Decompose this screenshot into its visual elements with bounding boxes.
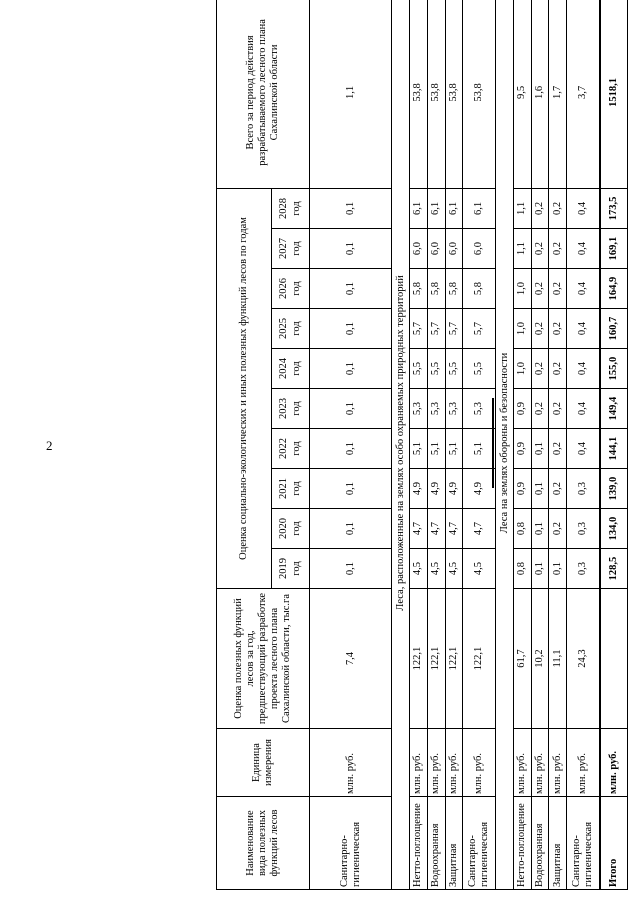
row-year-value: 4,5 xyxy=(463,549,496,589)
row-unit: млн. руб. xyxy=(549,729,567,797)
row-total-value: 3,7 xyxy=(567,0,600,188)
row-year-value: 0,8 xyxy=(513,549,531,589)
table-row xyxy=(310,0,392,890)
table-row xyxy=(513,0,531,890)
row-year-value: 0,1 xyxy=(531,469,549,509)
row-year-value: 5,3 xyxy=(463,389,496,429)
row-year-value: 6,1 xyxy=(445,188,463,228)
row-unit: млн. руб. xyxy=(445,729,463,797)
row-year-value: 5,7 xyxy=(463,309,496,349)
table-row xyxy=(463,0,496,890)
row-name: Итого xyxy=(600,797,628,890)
row-year-value: 0,1 xyxy=(310,429,392,469)
row-base-value: 7,4 xyxy=(310,589,392,729)
row-year-value: 0,2 xyxy=(531,188,549,228)
header-year: 2022 год xyxy=(272,429,310,469)
row-name: Санитарно-гигиеническая xyxy=(567,797,600,890)
row-base-value xyxy=(600,589,628,729)
header-total: Всего за период действия разрабатываемого лесного плана Сахалинской области xyxy=(217,0,310,188)
row-year-value: 6,0 xyxy=(445,229,463,269)
row-total-value: 53,8 xyxy=(463,0,496,188)
row-year-value: 5,8 xyxy=(427,269,445,309)
row-year-value: 1,1 xyxy=(513,188,531,228)
row-year-value: 5,3 xyxy=(410,389,428,429)
header-year: 2020 год xyxy=(272,509,310,549)
row-unit: млн. руб. xyxy=(567,729,600,797)
row-year-value: 0,3 xyxy=(567,549,600,589)
row-year-value: 0,1 xyxy=(310,349,392,389)
row-year-value: 0,4 xyxy=(567,229,600,269)
row-year-value: 0,2 xyxy=(549,509,567,549)
row-total-value: 53,8 xyxy=(427,0,445,188)
row-year-value: 5,1 xyxy=(463,429,496,469)
row-year-value: 1,0 xyxy=(513,349,531,389)
row-year-value: 4,5 xyxy=(445,549,463,589)
row-year-value: 169,1 xyxy=(600,229,628,269)
row-year-value: 4,9 xyxy=(427,469,445,509)
row-year-value: 134,0 xyxy=(600,509,628,549)
row-year-value: 5,8 xyxy=(410,269,428,309)
page-number: 2 xyxy=(46,438,53,453)
row-unit: млн. руб. xyxy=(427,729,445,797)
row-year-value: 0,1 xyxy=(310,188,392,228)
row-total-value: 53,8 xyxy=(410,0,428,188)
header-year: 2026 год xyxy=(272,269,310,309)
row-year-value: 144,1 xyxy=(600,429,628,469)
row-year-value: 4,5 xyxy=(427,549,445,589)
row-name: Санитарно-гигиеническая xyxy=(310,797,392,890)
row-year-value: 0,1 xyxy=(531,509,549,549)
row-unit: млн. руб. xyxy=(463,729,496,797)
row-year-value: 0,9 xyxy=(513,429,531,469)
header-assessment: Оценка полезных функций лесов за год, предшествующий разработке проекта лесного плана Сахалинской области, тыс.га xyxy=(217,589,310,729)
row-year-value: 6,1 xyxy=(427,188,445,228)
header-year: 2027 год xyxy=(272,229,310,269)
row-total-value: 9,5 xyxy=(513,0,531,188)
header-by-years: Оценка социально-экологических и иных полезных функций лесов по годам xyxy=(217,188,272,588)
row-total-value: 1,6 xyxy=(531,0,549,188)
row-year-value: 0,4 xyxy=(567,269,600,309)
row-year-value: 4,7 xyxy=(410,509,428,549)
row-year-value: 149,4 xyxy=(600,389,628,429)
row-base-value: 122,1 xyxy=(410,589,428,729)
row-total-value: 53,8 xyxy=(445,0,463,188)
table-row xyxy=(600,0,628,890)
row-year-value: 0,2 xyxy=(549,349,567,389)
row-year-value: 0,4 xyxy=(567,429,600,469)
row-year-value: 5,8 xyxy=(463,269,496,309)
table-row xyxy=(445,0,463,890)
row-year-value: 0,2 xyxy=(531,269,549,309)
row-year-value: 4,9 xyxy=(410,469,428,509)
row-year-value: 4,9 xyxy=(463,469,496,509)
row-year-value: 5,7 xyxy=(410,309,428,349)
row-unit: млн. руб. xyxy=(410,729,428,797)
header-year: 2024 год xyxy=(272,349,310,389)
row-year-value: 4,9 xyxy=(445,469,463,509)
row-year-value: 0,2 xyxy=(549,389,567,429)
row-unit: млн. руб. xyxy=(310,729,392,797)
header-year: 2028 год xyxy=(272,188,310,228)
row-unit: млн. руб. xyxy=(600,729,628,797)
row-base-value: 24,3 xyxy=(567,589,600,729)
row-year-value: 0,1 xyxy=(310,549,392,589)
row-year-value: 4,7 xyxy=(427,509,445,549)
row-year-value: 6,0 xyxy=(427,229,445,269)
header-name: Наименование вида полезных функций лесов xyxy=(217,797,310,890)
row-year-value: 0,1 xyxy=(310,469,392,509)
row-total-value: 1518,1 xyxy=(600,0,628,188)
row-year-value: 1,0 xyxy=(513,309,531,349)
row-year-value: 5,1 xyxy=(410,429,428,469)
table-row xyxy=(549,0,567,890)
row-unit: млн. руб. xyxy=(513,729,531,797)
forest-functions-table xyxy=(216,0,628,890)
row-name: Защитная xyxy=(445,797,463,890)
table-body xyxy=(310,0,628,890)
row-year-value: 155,0 xyxy=(600,349,628,389)
row-year-value: 0,3 xyxy=(567,469,600,509)
row-name: Нетто-поглощение xyxy=(410,797,428,890)
row-base-value: 11,1 xyxy=(549,589,567,729)
row-year-value: 0,4 xyxy=(567,389,600,429)
row-year-value: 5,7 xyxy=(445,309,463,349)
row-name: Водоохранная xyxy=(531,797,549,890)
row-year-value: 5,5 xyxy=(445,349,463,389)
row-year-value: 0,1 xyxy=(310,389,392,429)
row-year-value: 0,4 xyxy=(567,188,600,228)
row-year-value: 0,4 xyxy=(567,349,600,389)
row-year-value: 5,8 xyxy=(445,269,463,309)
row-year-value: 4,7 xyxy=(463,509,496,549)
row-year-value: 0,2 xyxy=(549,309,567,349)
header-unit: Единица измерения xyxy=(217,729,310,797)
section-title: Леса, расположенные на землях особо охраняемых природных территорий xyxy=(392,0,410,890)
row-year-value: 5,7 xyxy=(427,309,445,349)
row-year-value: 0,2 xyxy=(549,188,567,228)
row-year-value: 1,0 xyxy=(513,269,531,309)
row-year-value: 173,5 xyxy=(600,188,628,228)
row-year-value: 4,5 xyxy=(410,549,428,589)
row-name: Нетто-поглощение xyxy=(513,797,531,890)
row-base-value: 61,7 xyxy=(513,589,531,729)
row-base-value: 122,1 xyxy=(427,589,445,729)
table-row xyxy=(567,0,600,890)
row-year-value: 6,1 xyxy=(463,188,496,228)
rotated-table-wrapper xyxy=(216,0,628,890)
header-year: 2023 год xyxy=(272,389,310,429)
row-year-value: 0,2 xyxy=(549,469,567,509)
row-year-value: 6,0 xyxy=(410,229,428,269)
row-year-value: 0,2 xyxy=(531,349,549,389)
row-year-value: 0,2 xyxy=(549,269,567,309)
row-year-value: 6,0 xyxy=(463,229,496,269)
row-year-value: 5,5 xyxy=(410,349,428,389)
row-total-value: 1,7 xyxy=(549,0,567,188)
row-year-value: 0,2 xyxy=(549,429,567,469)
row-year-value: 0,8 xyxy=(513,509,531,549)
row-year-value: 4,7 xyxy=(445,509,463,549)
row-year-value: 0,1 xyxy=(310,229,392,269)
section-row xyxy=(496,0,514,890)
row-year-value: 128,5 xyxy=(600,549,628,589)
row-year-value: 5,5 xyxy=(427,349,445,389)
row-year-value: 0,2 xyxy=(549,229,567,269)
row-name: Защитная xyxy=(549,797,567,890)
table-row xyxy=(531,0,549,890)
header-year: 2019 год xyxy=(272,549,310,589)
row-base-value: 122,1 xyxy=(463,589,496,729)
row-year-value: 164,9 xyxy=(600,269,628,309)
section-row xyxy=(392,0,410,890)
row-year-value: 6,1 xyxy=(410,188,428,228)
row-year-value: 0,3 xyxy=(567,509,600,549)
row-year-value: 160,7 xyxy=(600,309,628,349)
row-unit: млн. руб. xyxy=(531,729,549,797)
row-base-value: 10,2 xyxy=(531,589,549,729)
row-year-value: 5,1 xyxy=(445,429,463,469)
row-year-value: 0,1 xyxy=(531,549,549,589)
row-year-value: 5,1 xyxy=(427,429,445,469)
row-year-value: 0,1 xyxy=(310,269,392,309)
row-year-value: 0,1 xyxy=(531,429,549,469)
row-base-value: 122,1 xyxy=(445,589,463,729)
header-year: 2025 год xyxy=(272,309,310,349)
header-year: 2021 год xyxy=(272,469,310,509)
row-year-value: 0,9 xyxy=(513,469,531,509)
row-year-value: 0,9 xyxy=(513,389,531,429)
row-name: Водоохранная xyxy=(427,797,445,890)
row-year-value: 0,1 xyxy=(549,549,567,589)
row-year-value: 0,2 xyxy=(531,389,549,429)
row-year-value: 0,1 xyxy=(310,309,392,349)
row-year-value: 0,1 xyxy=(310,509,392,549)
row-year-value: 1,1 xyxy=(513,229,531,269)
row-year-value: 139,0 xyxy=(600,469,628,509)
section-title: Леса на землях обороны и безопасности xyxy=(496,0,514,890)
row-year-value: 0,4 xyxy=(567,309,600,349)
row-year-value: 0,2 xyxy=(531,229,549,269)
row-total-value: 1,1 xyxy=(310,0,392,188)
row-year-value: 5,3 xyxy=(427,389,445,429)
row-year-value: 5,5 xyxy=(463,349,496,389)
row-name: Санитарно-гигиеническая xyxy=(463,797,496,890)
row-year-value: 0,2 xyxy=(531,309,549,349)
table-row xyxy=(410,0,428,890)
row-year-value: 5,3 xyxy=(445,389,463,429)
table-row xyxy=(427,0,445,890)
